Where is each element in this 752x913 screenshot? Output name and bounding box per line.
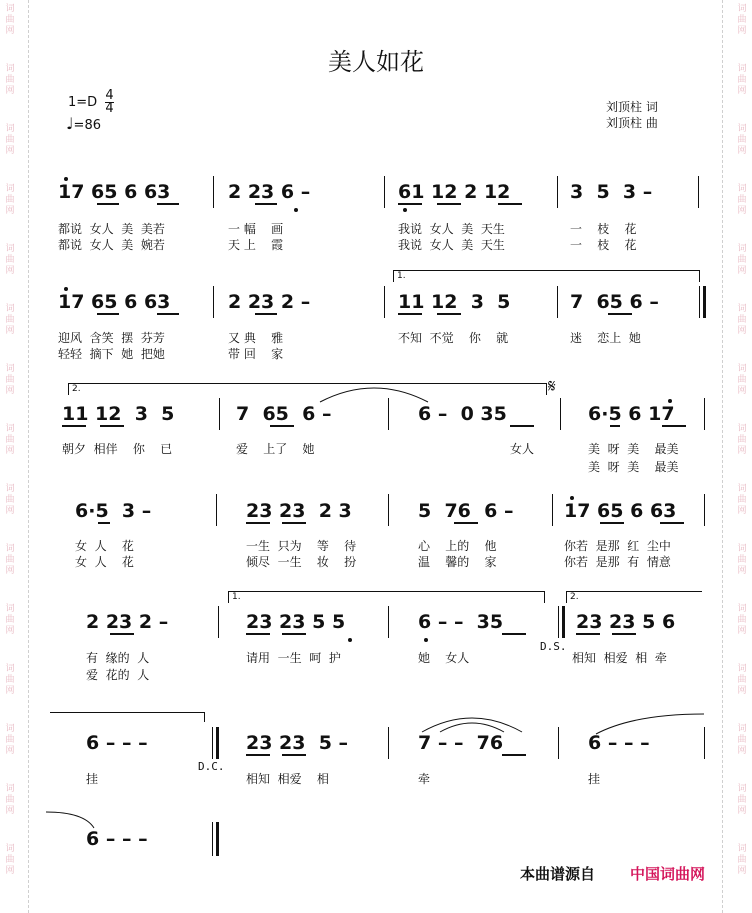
repeat-barline [558, 606, 559, 638]
barline [388, 727, 389, 759]
measure: 7 – – 76 [418, 732, 504, 754]
lyric-line: 有 缘的 人 [86, 651, 150, 665]
watermark-left-6: 词 曲 网 [5, 304, 15, 336]
lyric-line: 天 上 霞 [228, 238, 284, 252]
underline-beam [600, 522, 624, 524]
barline [388, 606, 389, 638]
watermark-right-11: 词 曲 网 [737, 604, 747, 636]
underline-beam [398, 203, 422, 205]
volta-label: 2. [72, 384, 81, 394]
final-barline [212, 727, 213, 759]
lyric-line: 女 人 花 [75, 539, 134, 553]
watermark-left-8: 词 曲 网 [5, 424, 15, 456]
watermark-right-7: 词 曲 网 [737, 364, 747, 396]
measure: 6 – – 35 [418, 611, 504, 633]
source-site-logo: 中国词曲网 [630, 865, 706, 883]
watermark-right-3: 词 曲 网 [737, 124, 747, 156]
underline-beam [270, 425, 294, 427]
lyric-line: 你若 是那 有 情意 [564, 555, 671, 569]
lyric-line: 迎风 含笑 摆 芬芳 [58, 331, 165, 345]
underline-beam [398, 313, 422, 315]
underline-beam [62, 425, 86, 427]
barline [216, 494, 217, 526]
song-title: 美人如花 [328, 48, 424, 76]
octave-dot [403, 208, 407, 212]
octave-dot [570, 496, 574, 500]
measure: 5 76 6 – [418, 500, 514, 522]
lyric-line: 倾尽 一生 妆 扮 [246, 555, 357, 569]
underline-beam [100, 425, 124, 427]
measure: 11 12 3 5 [398, 291, 511, 313]
watermark-left-14: 词 曲 网 [5, 784, 15, 816]
key-signature [68, 90, 114, 115]
underline-beam [498, 203, 522, 205]
lyric-line: 相知 相爱 相 牵 [572, 651, 667, 665]
key-label: 1=D [68, 95, 98, 110]
underline-beam [255, 203, 277, 205]
ds-marking: D.S. [540, 640, 567, 653]
barline [388, 398, 389, 430]
underline-beam [282, 522, 306, 524]
measure: 7 65 6 – [236, 403, 332, 425]
lyric-line: 女 人 花 [75, 555, 134, 569]
measure: 6 – 0 35 [418, 403, 507, 425]
slur [44, 808, 96, 830]
volta-label: 1. [397, 271, 406, 281]
barline [218, 606, 219, 638]
underline-beam [97, 313, 119, 315]
barline [219, 398, 220, 430]
volta-bracket [393, 270, 699, 271]
underline-beam [255, 313, 277, 315]
octave-dot [668, 399, 672, 403]
barline [558, 727, 559, 759]
measure: 23 23 5 6 [576, 611, 676, 633]
lyric-line: 不知 不觉 你 就 [398, 331, 509, 345]
underline-beam [97, 203, 119, 205]
watermark-right-14: 词 曲 网 [737, 784, 747, 816]
lyric-line: 一 枝 花 [570, 222, 637, 236]
lyric-line: 我说 女人 美 天生 [398, 238, 505, 252]
quarter-note-icon: ♩ [66, 114, 74, 133]
repeat-barline [703, 286, 706, 318]
underline-beam [246, 754, 270, 756]
watermark-right-15: 词 曲 网 [737, 844, 747, 876]
watermark-right-12: 词 曲 网 [737, 664, 747, 696]
underline-beam [502, 754, 526, 756]
underline-beam [282, 754, 306, 756]
measure: 17 65 6 63 [58, 181, 171, 203]
underline-beam [662, 425, 686, 427]
lyric-line: 温 馨的 家 [418, 555, 497, 569]
measure: 6 – – – [86, 828, 148, 850]
watermark-left-7: 词 曲 网 [5, 364, 15, 396]
measure: 61 12 2 12 [398, 181, 511, 203]
measure: 6 – – – [588, 732, 650, 754]
measure: 11 12 3 5 [62, 403, 175, 425]
lyric-line: 相知 相爱 相 [246, 772, 329, 786]
underline-beam [157, 313, 179, 315]
lyric-line: 美 呀 美 最美 [588, 460, 679, 474]
barline [213, 286, 214, 318]
underline-beam [157, 203, 179, 205]
tempo-marking [66, 114, 101, 133]
slur [318, 382, 430, 404]
watermark-left-5: 词 曲 网 [5, 244, 15, 276]
barline [213, 176, 214, 208]
lyric-line: 请用 一生 呵 护 [246, 651, 341, 665]
watermark-left-9: 词 曲 网 [5, 484, 15, 516]
underline-beam [502, 633, 526, 635]
final-barline [216, 822, 219, 856]
lyric-line: 女人 [510, 442, 535, 456]
page-border-left [28, 0, 29, 913]
underline-beam [437, 203, 461, 205]
lyric-line: 一生 只为 等 待 [246, 539, 357, 553]
underline-beam [510, 425, 534, 427]
barline [557, 286, 558, 318]
underline-beam [110, 633, 134, 635]
time-bottom: 4 [105, 101, 114, 116]
measure: 6·5 3 – [75, 500, 152, 522]
lyric-line: 轻轻 摘下 她 把她 [58, 347, 165, 361]
measure: 6·5 6 17 [588, 403, 675, 425]
octave-dot [348, 638, 352, 642]
lyric-line: 她 女人 [418, 651, 470, 665]
underline-beam [576, 633, 600, 635]
barline [557, 176, 558, 208]
volta-bracket [699, 270, 700, 282]
lyric-line: 挂 [86, 772, 99, 786]
lyric-line: 你若 是那 红 尘中 [564, 539, 671, 553]
volta-bracket [566, 591, 567, 603]
measure: 23 23 5 5 [246, 611, 346, 633]
measure: 23 23 2 3 [246, 500, 352, 522]
watermark-right-2: 词 曲 网 [737, 64, 747, 96]
repeat-barline [699, 286, 700, 318]
measure: 17 65 6 63 [564, 500, 677, 522]
underline-beam [612, 633, 636, 635]
lyric-line: 一 枝 花 [570, 238, 637, 252]
watermark-right-13: 词 曲 网 [737, 724, 747, 756]
dc-marking: D.C. [198, 760, 225, 773]
lyric-line: 心 上的 他 [418, 539, 497, 553]
octave-dot [424, 638, 428, 642]
watermark-right-10: 词 曲 网 [737, 544, 747, 576]
time-top: 4 [105, 88, 114, 103]
lyric-line: 都说 女人 美 婉若 [58, 238, 165, 252]
volta-bracket [566, 591, 702, 592]
final-barline [212, 822, 213, 856]
volta-bracket [68, 383, 546, 384]
composer-credit: 刘顶柱 曲 [606, 116, 658, 130]
time-signature [105, 90, 113, 115]
watermark-left-4: 词 曲 网 [5, 184, 15, 216]
volta-bracket [68, 383, 69, 395]
octave-dot [64, 287, 68, 291]
lyric-line: 都说 女人 美 美若 [58, 222, 165, 236]
measure: 23 23 5 – [246, 732, 349, 754]
measure: 3 5 3 – [570, 181, 653, 203]
tie-line [204, 712, 205, 722]
barline [388, 494, 389, 526]
barline [698, 176, 699, 208]
volta-bracket [228, 591, 229, 603]
octave-dot [64, 177, 68, 181]
underline-beam [246, 522, 270, 524]
watermark-left-3: 词 曲 网 [5, 124, 15, 156]
underline-beam [660, 522, 684, 524]
page-border-right [722, 0, 723, 913]
slur [420, 712, 524, 734]
watermark-right-1: 词 曲 网 [737, 4, 747, 36]
watermark-right-4: 词 曲 网 [737, 184, 747, 216]
barline [704, 398, 705, 430]
measure: 2 23 2 – [86, 611, 169, 633]
segno-sign: 𝄋 [548, 376, 556, 397]
lyricist-credit: 刘顶柱 词 [606, 100, 658, 114]
volta-label: 2. [570, 592, 579, 602]
barline [384, 176, 385, 208]
watermark-left-15: 词 曲 网 [5, 844, 15, 876]
barline [560, 398, 561, 430]
underline-beam [437, 313, 461, 315]
watermark-left-11: 词 曲 网 [5, 604, 15, 636]
underline-beam [98, 522, 110, 524]
volta-bracket [228, 591, 544, 592]
barline [384, 286, 385, 318]
underline-beam [608, 313, 632, 315]
watermark-right-9: 词 曲 网 [737, 484, 747, 516]
volta-bracket [546, 383, 547, 395]
watermark-right-5: 词 曲 网 [737, 244, 747, 276]
measure: 7 65 6 – [570, 291, 659, 313]
watermark-left-1: 词 曲 网 [5, 4, 15, 36]
lyric-line: 我说 女人 美 天生 [398, 222, 505, 236]
repeat-barline [562, 606, 565, 638]
watermark-right-8: 词 曲 网 [737, 424, 747, 456]
lyric-line: 又 典 雅 [228, 331, 284, 345]
lyric-line: 朝夕 相伴 你 已 [62, 442, 173, 456]
source-label: 本曲谱源自 [520, 865, 596, 883]
underline-beam [454, 522, 478, 524]
underline-beam [282, 633, 306, 635]
tie-line [50, 712, 204, 713]
watermark-right-6: 词 曲 网 [737, 304, 747, 336]
volta-bracket [544, 591, 545, 603]
lyric-line: 迷 恋上 她 [570, 331, 641, 345]
tempo-value: =86 [73, 118, 101, 133]
lyric-line: 爱 上了 她 [236, 442, 315, 456]
volta-bracket [393, 270, 394, 282]
octave-dot [294, 208, 298, 212]
watermark-left-13: 词 曲 网 [5, 724, 15, 756]
watermark-left-2: 词 曲 网 [5, 64, 15, 96]
measure: 2 23 6 – [228, 181, 311, 203]
measure: 2 23 2 – [228, 291, 311, 313]
lyric-line: 一 幅 画 [228, 222, 284, 236]
barline [704, 494, 705, 526]
underline-beam [610, 425, 620, 427]
barline [704, 727, 705, 759]
lyric-line: 带 回 家 [228, 347, 284, 361]
measure: 17 65 6 63 [58, 291, 171, 313]
measure: 6 – – – [86, 732, 148, 754]
underline-beam [246, 633, 270, 635]
watermark-left-10: 词 曲 网 [5, 544, 15, 576]
lyric-line: 爱 花的 人 [86, 668, 150, 682]
lyric-line: 挂 [588, 772, 601, 786]
barline [552, 494, 553, 526]
lyric-line: 美 呀 美 最美 [588, 442, 679, 456]
final-barline [216, 727, 219, 759]
watermark-left-12: 词 曲 网 [5, 664, 15, 696]
lyric-line: 牵 [418, 772, 431, 786]
volta-label: 1. [232, 592, 241, 602]
